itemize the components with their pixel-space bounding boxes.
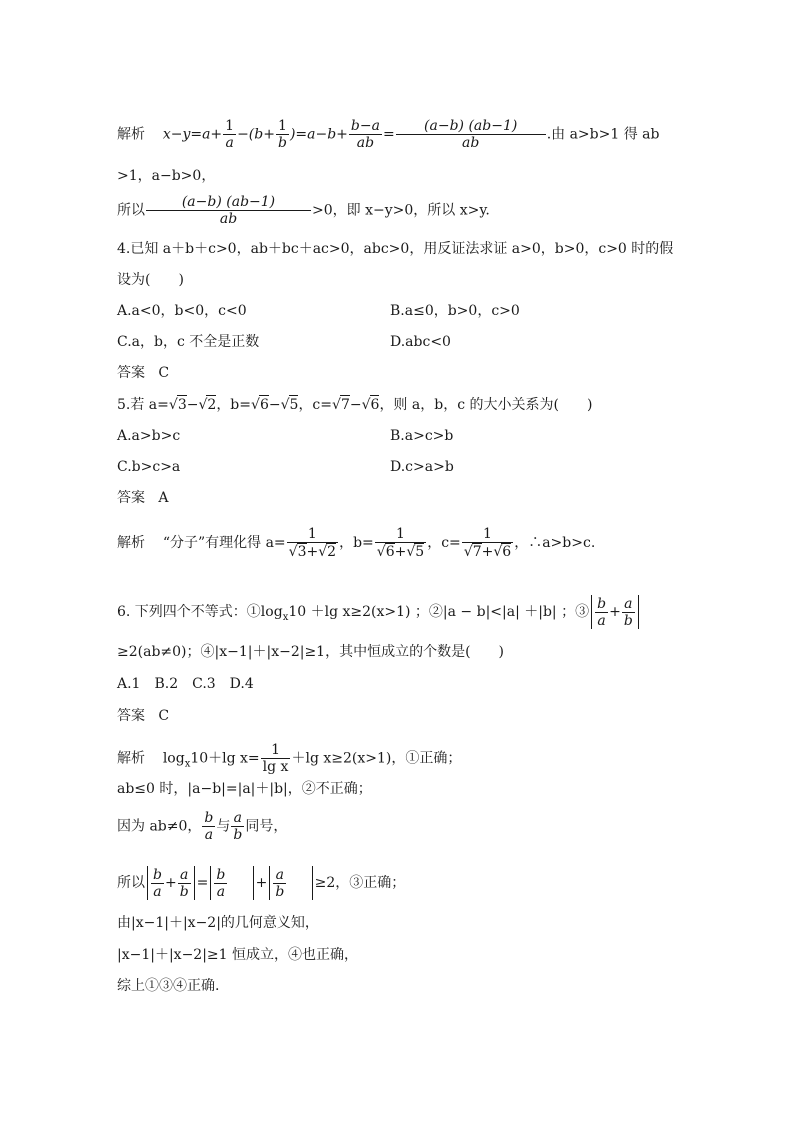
radicand: 6 xyxy=(370,397,380,413)
q4-option-a: A.a<0，b<0，c<0 xyxy=(117,303,247,319)
text: log xyxy=(162,750,185,767)
q3-solution-line-2: >1，a−b>0， xyxy=(117,168,216,184)
text: 6. 下列四个不等式：①log xyxy=(117,604,283,620)
answer-label: 答案 xyxy=(117,490,145,506)
fraction: $\frac{(a-b) (ab-1)}{ab}$ xyxy=(396,118,546,151)
text: + xyxy=(164,875,177,891)
abs-bar xyxy=(210,866,211,900)
q4-stem-line-1: 4.已知 a＋b＋c>0，ab＋bc＋ac>0，abc>0，用反证法求证 a>0，b>0，c>0 时的假 xyxy=(117,241,674,257)
text: 所以 xyxy=(117,202,145,219)
q5-answer xyxy=(117,489,168,507)
q6-options: A.1 B.2 C.3 D.4 xyxy=(117,676,254,692)
text: ，∴a>b>c. xyxy=(514,535,596,551)
equation-text: >0，即 x−y>0，所以 x>y. xyxy=(312,202,490,219)
equation-text: −(b+ xyxy=(237,126,275,143)
fraction: $\frac{1}{\text{lg x}}$ xyxy=(262,742,289,775)
q4-answer xyxy=(117,364,169,382)
fraction: $\frac{a}{b}$ xyxy=(275,866,285,900)
answer-label: 答案 xyxy=(117,365,145,381)
fraction: $\frac{1}{a}$ xyxy=(225,118,235,151)
q5-option-b: B.a>c>b xyxy=(390,428,454,444)
abs-bar xyxy=(312,866,313,900)
answer-value: A xyxy=(158,490,169,506)
text: 10 ＋lg x≥2(x>1) ；②|a − b|<|a| ＋|b| ；③ xyxy=(288,604,590,620)
text: ，b= xyxy=(339,535,374,551)
text: 5.若 a= xyxy=(117,397,169,413)
text: ，c= xyxy=(427,535,461,551)
subscript: x xyxy=(184,758,191,770)
q6-solution-line-4: 所以 $\frac{b}{a}$ + $\frac{a}{b}$ = $\frac{b}{a}$ + $\frac{a}{b}$ ≥2，③正确； xyxy=(117,866,406,900)
radicand: 3 xyxy=(177,397,187,413)
abs-bar xyxy=(147,866,148,900)
equation-text: x−y=a+ xyxy=(162,126,223,143)
q6-answer xyxy=(117,707,169,725)
q6-stem-line-1 xyxy=(117,595,641,629)
q4-option-b: B.a≤0，b>0，c>0 xyxy=(390,303,520,319)
text: 与 xyxy=(216,818,231,835)
fraction: $\frac{b}{a}$ xyxy=(597,595,607,629)
q4-option-c: C.a，b，c 不全是正数 xyxy=(117,334,260,350)
q4-option-d: D.abc<0 xyxy=(390,334,451,350)
text: 因为 ab≠0， xyxy=(117,818,202,835)
q6-solution-line-6: |x−1|＋|x−2|≥1 恒成立，④也正确， xyxy=(117,947,359,963)
q5-solution xyxy=(117,526,595,560)
radicand: 7 xyxy=(340,397,350,413)
subscript: x xyxy=(282,611,289,623)
q6-solution-line-2: ab≤0 时，|a−b|=|a|＋|b|，②不正确； xyxy=(117,781,372,797)
solution-label: 解析 xyxy=(117,750,145,767)
text: ，c= xyxy=(298,397,333,413)
radicand: 2 xyxy=(207,397,217,413)
fraction: $\frac{b}{a}$ xyxy=(204,810,214,843)
solution-label: 解析 xyxy=(117,535,145,551)
equation-text: )=a−b+ xyxy=(289,126,348,143)
abs-bar xyxy=(269,866,270,900)
text: ，b= xyxy=(216,397,252,413)
fraction: $\frac{b}{a}$ xyxy=(216,866,226,900)
q3-solution-line-3 xyxy=(117,194,490,227)
q4-stem-line-2: 设为( ) xyxy=(117,272,184,288)
q6-solution-line-7: 综上①③④正确. xyxy=(117,978,220,994)
fraction: $\frac{a}{b}$ xyxy=(179,866,189,900)
q5-option-c: C.b>c>a xyxy=(117,459,181,475)
fraction: $\frac{b-a}{ab}$ xyxy=(350,118,380,151)
fraction: $\frac{1}{√6+√5}$ xyxy=(376,526,425,560)
text: ≥2，③正确； xyxy=(314,875,406,891)
fraction: $\frac{a}{b}$ xyxy=(233,810,243,843)
text: “分子”有理化得 a= xyxy=(162,535,286,551)
abs-bar-right xyxy=(638,595,639,629)
abs-bar xyxy=(194,866,195,900)
fraction: $\frac{b}{a}$ xyxy=(153,866,162,900)
q5-stem: 5.若 a=√3−√2，b=√6−√5，c=√7−√6，则 a，b，c 的大小关系为( ) xyxy=(117,397,593,413)
text: 同号， xyxy=(245,818,288,835)
q3-solution-line-1 xyxy=(117,118,659,151)
radicand: 6 xyxy=(259,397,269,413)
q6-solution-line-1 xyxy=(117,742,461,775)
text: 所以 xyxy=(117,875,145,891)
text: 10＋lg x= xyxy=(190,750,260,767)
solution-label: 解析 xyxy=(117,126,145,143)
text: ，则 a，b，c 的大小关系为( ) xyxy=(379,397,593,413)
answer-value: C xyxy=(158,708,170,724)
fraction: $\frac{1}{b}$ xyxy=(277,118,287,151)
answer-label: 答案 xyxy=(117,708,145,724)
q5-option-a: A.a>b>c xyxy=(117,428,181,444)
q6-stem-line-2: ≥2(ab≠0)；④|x−1|＋|x−2|≥1，其中恒成立的个数是( ) xyxy=(117,644,505,660)
equation-text: .由 a>b>1 得 ab xyxy=(546,126,660,143)
abs-bar xyxy=(253,866,254,900)
fraction: $\frac{1}{√3+√2}$ xyxy=(288,526,337,560)
answer-value: C xyxy=(158,365,170,381)
fraction: $\frac{1}{√7+√6}$ xyxy=(463,526,512,560)
fraction: $\frac{(a-b) (ab-1)}{ab}$ xyxy=(146,194,311,227)
q6-solution-line-5: 由|x−1|＋|x−2|的几何意义知， xyxy=(117,915,319,931)
text: + xyxy=(609,604,621,620)
abs-bar-left xyxy=(591,595,592,629)
radicand: 5 xyxy=(289,397,299,413)
q6-solution-line-3 xyxy=(117,810,287,843)
fraction: $\frac{a}{b}$ xyxy=(623,595,633,629)
equation-text: = xyxy=(382,126,395,143)
q5-option-d: D.c>a>b xyxy=(390,459,454,475)
text: ＋lg x≥2(x>1)，①正确； xyxy=(291,750,462,767)
